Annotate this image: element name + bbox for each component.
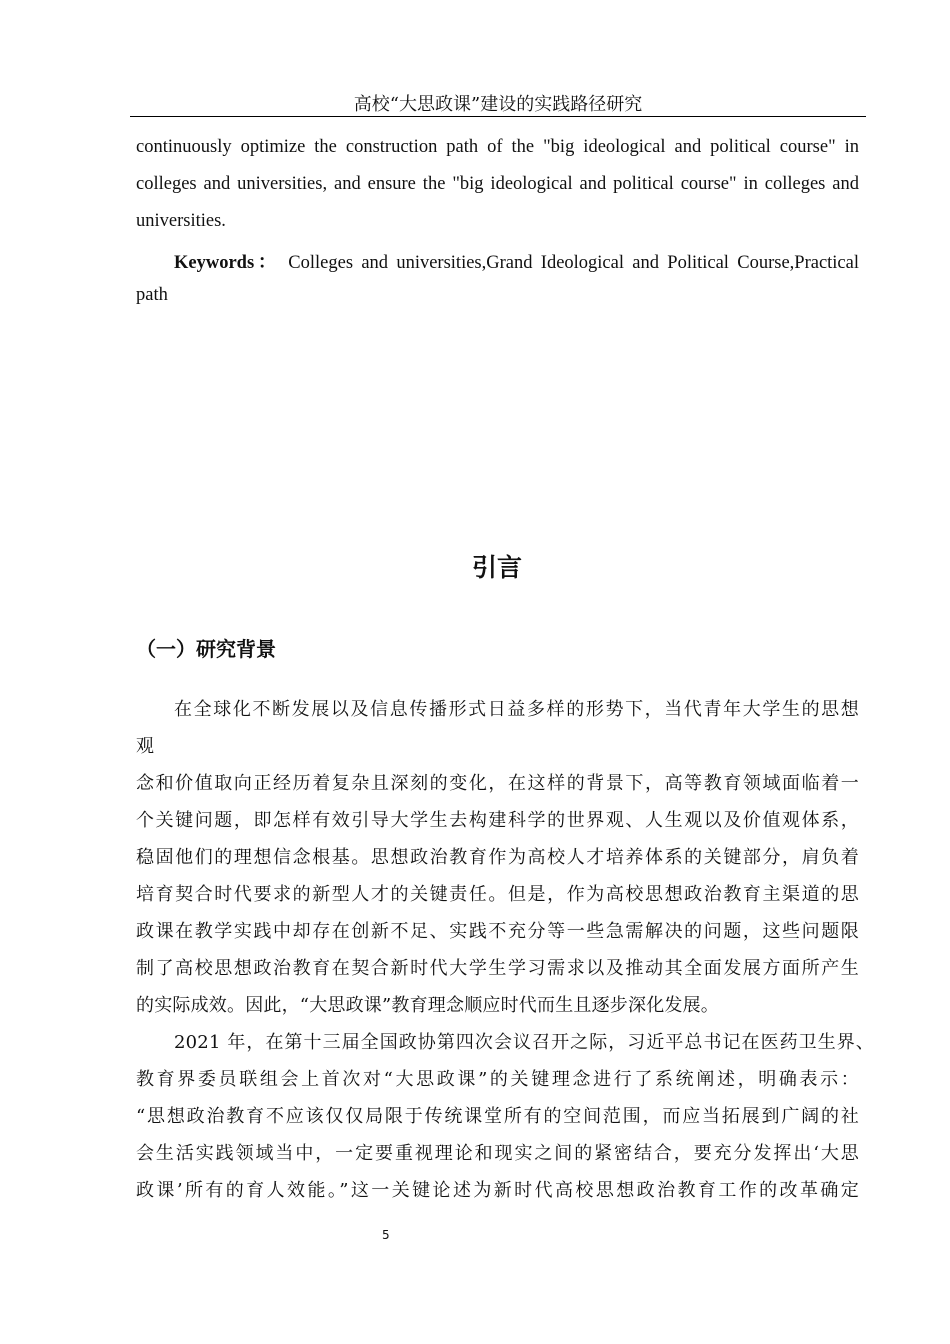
- running-header: 高校“大思政课”建设的实践路径研究: [353, 94, 643, 115]
- body-line: 教育界委员联组会上首次对“大思政课”的关键理念进行了系统阐述，明确表示：: [136, 1069, 859, 1090]
- body-line: 政课在教学实践中却存在创新不足、实践不充分等一些急需解决的问题，这些问题限: [136, 921, 859, 942]
- body-line: 在全球化不断发展以及信息传播形式日益多样的形势下，当代青年大学生的思想: [174, 699, 859, 720]
- body-line: 2021 年，在第十三届全国政协第四次会议召开之际，习近平总书记在医药卫生界、: [174, 1032, 874, 1053]
- header-rule: [130, 116, 866, 117]
- keywords-line: [174, 248, 859, 274]
- body-line: 念和价值取向正经历着复杂且深刻的变化，在这样的背景下，高等教育领域面临着一: [136, 773, 859, 794]
- section-title: 引言: [471, 553, 522, 582]
- keywords-line: path: [136, 285, 168, 305]
- keywords-label: Keywords：: [174, 253, 280, 273]
- abstract-line: continuously optimize the construction path of the "big ideological and political course" in: [136, 137, 859, 157]
- abstract-line: colleges and universities, and ensure the "big ideological and political course" in colleges and: [136, 174, 859, 194]
- body-line: 会生活实践领域当中，一定要重视理论和现实之间的紧密结合，要充分发挥出‘大思: [136, 1143, 859, 1164]
- abstract-line: universities.: [136, 211, 226, 231]
- subheading: （一）研究背景: [136, 637, 276, 661]
- keywords-text: Colleges and universities,Grand Ideological and Political Course,Practical: [288, 253, 859, 273]
- body-line: 稳固他们的理想信念根基。思想政治教育作为高校人才培养体系的关键部分，肩负着: [136, 847, 859, 868]
- body-line: 个关键问题，即怎样有效引导大学生去构建科学的世界观、人生观以及价值观体系，: [136, 810, 859, 831]
- body-line: 政课’所有的育人效能。”这一关键论述为新时代高校思想政治教育工作的改革确定: [136, 1180, 859, 1201]
- body-line: 培育契合时代要求的新型人才的关键责任。但是，作为高校思想政治教育主渠道的思: [136, 884, 859, 905]
- body-line: 观: [136, 736, 155, 757]
- page-number: 5: [382, 1228, 390, 1242]
- body-line: 的实际成效。因此，“大思政课”教育理念顺应时代而生且逐步深化发展。: [136, 995, 720, 1016]
- body-line: “思想政治教育不应该仅仅局限于传统课堂所有的空间范围，而应当拓展到广阔的社: [136, 1106, 859, 1127]
- body-line: 制了高校思想政治教育在契合新时代大学生学习需求以及推动其全面发展方面所产生: [136, 958, 859, 979]
